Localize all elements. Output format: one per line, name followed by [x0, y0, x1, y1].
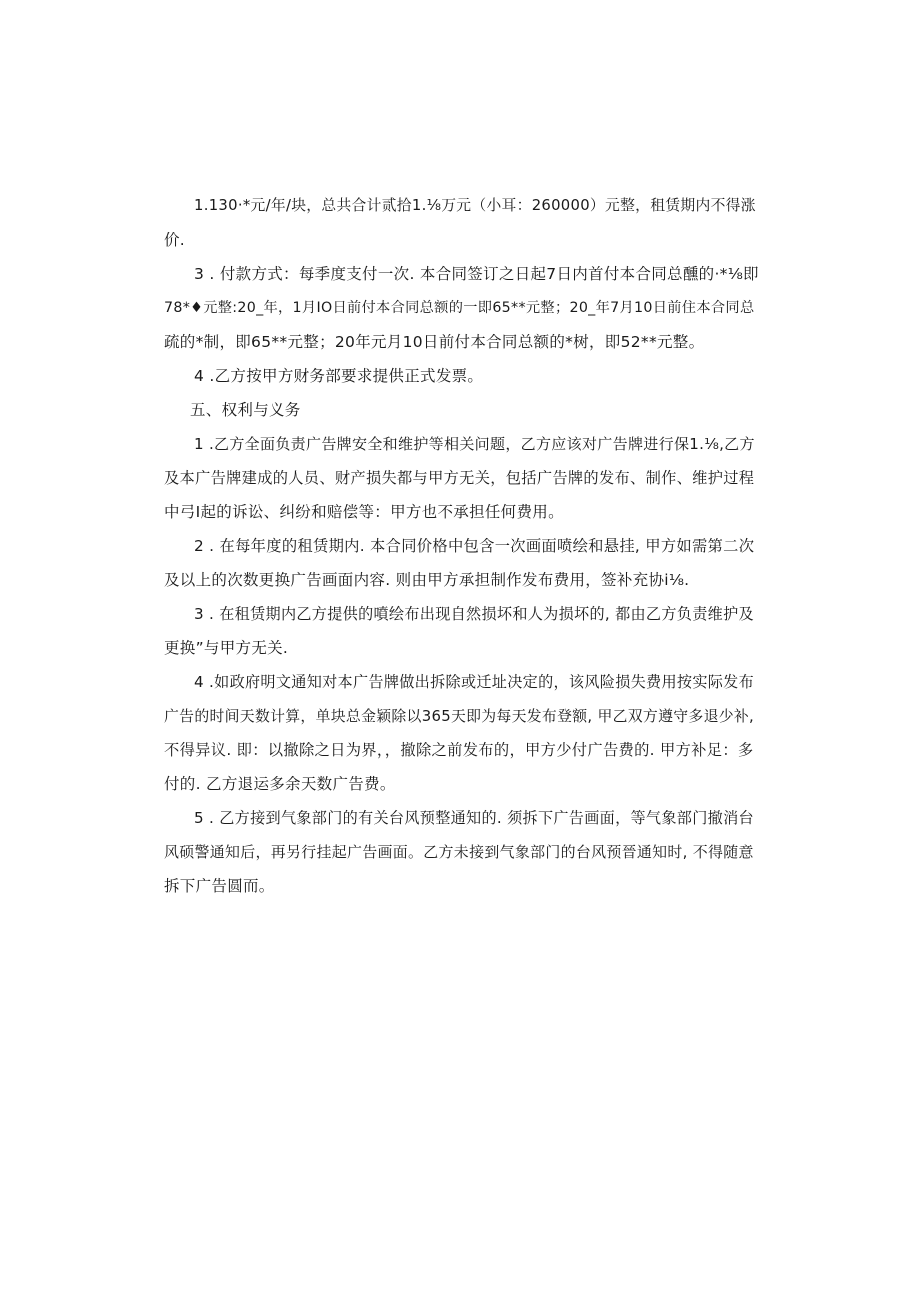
text-line: 2 . 在每年度的租赁期内. 本合同价格中包含一次画面喷绘和悬挂, 甲方如需第二次 [194, 537, 755, 555]
text-line: 中弓I起的诉讼、纠纷和赔偿等：甲方也不承担任何费用。 [164, 503, 564, 521]
text-line: 3 . 付款方式：每季度支付一次. 本合同签订之日起7日内首付本合同总醺的·*⅛即 [194, 265, 759, 283]
document-body [164, 189, 760, 903]
paragraph-safety-responsibility [164, 427, 760, 529]
paragraph-rent-total [164, 189, 760, 257]
paragraph-typhoon-warning [164, 801, 760, 903]
text-line: 及本广告牌建成的人员、财产损失都与甲方无关，包括广告牌的发布、制作、维护过程 [164, 469, 755, 487]
paragraph-government-removal [164, 665, 760, 801]
paragraph-invoice [164, 359, 760, 393]
text-line: 更换”与甲方无关. [164, 639, 289, 657]
text-line: 1.130·*元/年/块，总共合计贰拾1.⅛万元（小耳：260000）元整，租赁期内不得涨 [194, 197, 756, 214]
text-line: 风硕警通知后，再另行挂起广告画面。乙方未接到气象部门的台风预晉通知时, 不得随意 [164, 843, 754, 861]
text-line: 78*♦元整:20_年，1月IO日前付本合同总额的一即65**元整；20_年7月10日前住本合同总 [164, 300, 755, 316]
text-line: 不得异议. 即：以撤除之日为界，，撤除之前发布的，甲方少付广告费的. 甲方补足：多 [164, 741, 754, 759]
text-line: 价. [164, 231, 186, 249]
text-line: 5 . 乙方接到气象部门的有关台风预整通知的. 须拆下广告画面，等气象部门撤消台 [194, 809, 754, 827]
paragraph-replacement [164, 529, 760, 597]
text-line: 拆下广告圆而。 [164, 877, 275, 895]
text-line: 4 .如政府明文通知对本广告牌做出拆除或迁址决定的，该风险损失费用按实际发布 [194, 673, 755, 691]
text-line: 及以上的次数更换广告画面内容. 则由甲方承担制作发布费用，签补充协i⅛. [164, 571, 690, 589]
paragraph-payment-method [164, 257, 760, 359]
text-line: 4 .乙方按甲方财务部要求提供正式发票。 [194, 367, 484, 385]
text-line: 付的. 乙方退运多余天数广告费。 [164, 775, 396, 793]
text-line: 广告的时间天数计算，单块总金颖除以365天即为每天发布登额, 甲乙双方遵守多退少补, [164, 707, 755, 725]
text-line: 1 .乙方全面负责广告牌安全和维护等相关问题，乙方应该对广告牌进行保1.⅛,乙方 [194, 435, 755, 453]
paragraph-damage [164, 597, 760, 665]
section-heading: 五、权利与义务 [190, 401, 301, 419]
text-line: 疏的*制，即65**元整；20年元月10日前付本合同总额的*树，即52**元整。 [164, 333, 705, 351]
text-line: 3 . 在租赁期内乙方提供的噴绘布出现自然损坏和人为损坏的, 都由乙方负责维护及 [194, 605, 754, 623]
